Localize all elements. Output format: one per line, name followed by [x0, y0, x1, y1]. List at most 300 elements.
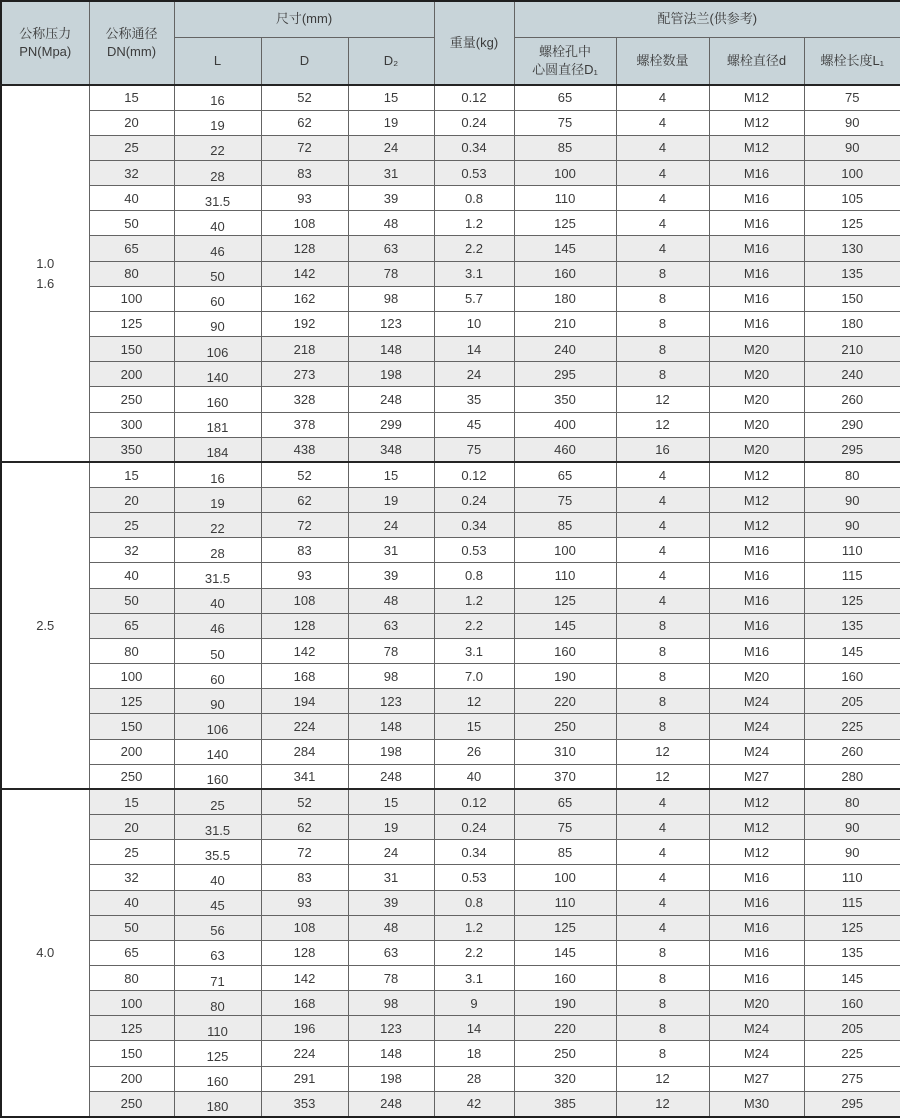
cell-dn: 15 [89, 85, 174, 110]
cell-d: 328 [261, 387, 348, 412]
cell-bolt-count: 12 [616, 1066, 709, 1091]
cell-l: 106 [174, 714, 261, 739]
cell-bolt-count: 8 [616, 714, 709, 739]
cell-d: 52 [261, 462, 348, 487]
cell-d2: 148 [348, 714, 434, 739]
cell-bolt-length: 75 [804, 85, 900, 110]
cell-l: 125 [174, 1041, 261, 1066]
cell-bolt-circle-d1: 100 [514, 160, 616, 185]
cell-bolt-diameter: M24 [709, 714, 804, 739]
cell-d2: 248 [348, 387, 434, 412]
cell-bolt-diameter: M16 [709, 940, 804, 965]
cell-bolt-circle-d1: 65 [514, 789, 616, 814]
cell-d: 72 [261, 135, 348, 160]
cell-dn: 50 [89, 915, 174, 940]
cell-bolt-circle-d1: 160 [514, 638, 616, 663]
cell-bolt-diameter: M16 [709, 638, 804, 663]
header-nominal-diameter-line2: DN(mm) [106, 44, 157, 59]
table-row [1, 488, 900, 513]
cell-bolt-length: 90 [804, 815, 900, 840]
cell-d2: 24 [348, 513, 434, 538]
cell-weight: 0.24 [434, 488, 514, 513]
cell-weight: 26 [434, 739, 514, 764]
cell-l: 140 [174, 739, 261, 764]
cell-bolt-diameter: M16 [709, 160, 804, 185]
cell-bolt-circle-d1: 110 [514, 563, 616, 588]
cell-bolt-length: 125 [804, 915, 900, 940]
cell-bolt-length: 115 [804, 890, 900, 915]
cell-d2: 19 [348, 110, 434, 135]
cell-d: 62 [261, 110, 348, 135]
cell-l: 90 [174, 311, 261, 336]
table-row [1, 186, 900, 211]
cell-d2: 78 [348, 965, 434, 990]
cell-bolt-count: 8 [616, 689, 709, 714]
cell-dn: 50 [89, 588, 174, 613]
table-row [1, 588, 900, 613]
cell-dn: 65 [89, 940, 174, 965]
cell-weight: 0.53 [434, 538, 514, 563]
cell-dn: 100 [89, 991, 174, 1016]
cell-bolt-length: 205 [804, 689, 900, 714]
cell-weight: 5.7 [434, 286, 514, 311]
cell-dn: 65 [89, 613, 174, 638]
cell-l: 25 [174, 789, 261, 814]
cell-weight: 3.1 [434, 261, 514, 286]
cell-weight: 1.2 [434, 915, 514, 940]
cell-bolt-length: 160 [804, 664, 900, 689]
cell-bolt-count: 4 [616, 538, 709, 563]
cell-bolt-length: 280 [804, 764, 900, 789]
cell-l: 160 [174, 764, 261, 789]
cell-bolt-count: 4 [616, 135, 709, 160]
cell-bolt-count: 4 [616, 186, 709, 211]
cell-bolt-length: 275 [804, 1066, 900, 1091]
cell-dn: 25 [89, 840, 174, 865]
cell-dn: 150 [89, 337, 174, 362]
table-row [1, 337, 900, 362]
cell-bolt-count: 12 [616, 764, 709, 789]
header-weight: 重量(kg) [434, 1, 514, 85]
cell-bolt-length: 115 [804, 563, 900, 588]
cell-weight: 45 [434, 412, 514, 437]
cell-bolt-diameter: M12 [709, 789, 804, 814]
cell-bolt-count: 12 [616, 387, 709, 412]
cell-weight: 0.12 [434, 789, 514, 814]
cell-bolt-count: 8 [616, 261, 709, 286]
cell-bolt-count: 4 [616, 865, 709, 890]
cell-bolt-diameter: M12 [709, 85, 804, 110]
cell-d2: 299 [348, 412, 434, 437]
cell-weight: 0.8 [434, 890, 514, 915]
cell-bolt-length: 295 [804, 437, 900, 462]
cell-d: 83 [261, 160, 348, 185]
header-bolt-length: 螺栓长度L₁ [804, 37, 900, 85]
cell-l: 63 [174, 940, 261, 965]
cell-dn: 80 [89, 638, 174, 663]
cell-bolt-circle-d1: 65 [514, 462, 616, 487]
cell-bolt-diameter: M16 [709, 588, 804, 613]
cell-d2: 19 [348, 815, 434, 840]
cell-bolt-circle-d1: 85 [514, 840, 616, 865]
cell-l: 45 [174, 890, 261, 915]
table-row [1, 714, 900, 739]
cell-bolt-length: 90 [804, 840, 900, 865]
cell-bolt-circle-d1: 160 [514, 965, 616, 990]
cell-d2: 19 [348, 488, 434, 513]
cell-d2: 123 [348, 311, 434, 336]
header-size-group: 尺寸(mm) [174, 1, 434, 37]
cell-d2: 48 [348, 915, 434, 940]
table-row [1, 85, 900, 110]
cell-d: 52 [261, 85, 348, 110]
header-bolt-circle-line2: 心圆直径D₁ [532, 61, 598, 77]
cell-d: 128 [261, 236, 348, 261]
cell-d: 72 [261, 840, 348, 865]
cell-bolt-diameter: M24 [709, 1016, 804, 1041]
cell-d: 72 [261, 513, 348, 538]
cell-bolt-count: 12 [616, 1091, 709, 1117]
cell-dn: 40 [89, 563, 174, 588]
cell-weight: 0.24 [434, 815, 514, 840]
cell-bolt-diameter: M20 [709, 387, 804, 412]
cell-bolt-circle-d1: 125 [514, 588, 616, 613]
cell-d: 128 [261, 613, 348, 638]
cell-bolt-diameter: M27 [709, 1066, 804, 1091]
cell-bolt-length: 160 [804, 991, 900, 1016]
cell-l: 184 [174, 437, 261, 462]
cell-bolt-count: 12 [616, 739, 709, 764]
cell-bolt-length: 225 [804, 1041, 900, 1066]
table-row [1, 890, 900, 915]
cell-dn: 250 [89, 1091, 174, 1117]
cell-d: 168 [261, 991, 348, 1016]
table-row [1, 638, 900, 663]
cell-d: 83 [261, 865, 348, 890]
cell-bolt-circle-d1: 295 [514, 362, 616, 387]
cell-bolt-count: 12 [616, 412, 709, 437]
cell-bolt-circle-d1: 100 [514, 538, 616, 563]
table-row [1, 462, 900, 487]
cell-d2: 15 [348, 462, 434, 487]
cell-l: 31.5 [174, 815, 261, 840]
cell-bolt-circle-d1: 240 [514, 337, 616, 362]
cell-d: 142 [261, 638, 348, 663]
cell-d: 93 [261, 186, 348, 211]
table-row [1, 236, 900, 261]
cell-d: 353 [261, 1091, 348, 1117]
cell-dn: 20 [89, 815, 174, 840]
cell-l: 90 [174, 689, 261, 714]
cell-dn: 350 [89, 437, 174, 462]
cell-d: 62 [261, 815, 348, 840]
cell-bolt-diameter: M16 [709, 915, 804, 940]
cell-bolt-length: 105 [804, 186, 900, 211]
cell-bolt-circle-d1: 65 [514, 85, 616, 110]
cell-d2: 39 [348, 563, 434, 588]
cell-bolt-length: 130 [804, 236, 900, 261]
cell-d: 438 [261, 437, 348, 462]
cell-bolt-count: 4 [616, 462, 709, 487]
cell-d: 194 [261, 689, 348, 714]
cell-d: 273 [261, 362, 348, 387]
cell-dn: 32 [89, 538, 174, 563]
cell-bolt-diameter: M27 [709, 764, 804, 789]
cell-dn: 125 [89, 689, 174, 714]
table-row [1, 689, 900, 714]
cell-bolt-length: 90 [804, 135, 900, 160]
cell-weight: 0.24 [434, 110, 514, 135]
header-nominal-diameter-line1: 公称通径 [105, 26, 158, 42]
cell-l: 60 [174, 286, 261, 311]
pressure-cell [1, 789, 89, 1117]
cell-bolt-circle-d1: 460 [514, 437, 616, 462]
cell-bolt-length: 135 [804, 261, 900, 286]
cell-l: 19 [174, 488, 261, 513]
cell-d2: 198 [348, 362, 434, 387]
cell-weight: 10 [434, 311, 514, 336]
cell-bolt-length: 135 [804, 613, 900, 638]
table-row [1, 412, 900, 437]
cell-weight: 0.34 [434, 135, 514, 160]
cell-bolt-circle-d1: 75 [514, 110, 616, 135]
cell-bolt-count: 4 [616, 789, 709, 814]
table-row [1, 991, 900, 1016]
cell-d: 168 [261, 664, 348, 689]
cell-bolt-diameter: M20 [709, 362, 804, 387]
cell-bolt-diameter: M16 [709, 236, 804, 261]
cell-bolt-diameter: M16 [709, 311, 804, 336]
header-bolt-count: 螺栓数量 [616, 37, 709, 85]
cell-d: 62 [261, 488, 348, 513]
cell-bolt-circle-d1: 210 [514, 311, 616, 336]
cell-dn: 25 [89, 135, 174, 160]
cell-l: 46 [174, 236, 261, 261]
cell-weight: 12 [434, 689, 514, 714]
cell-weight: 3.1 [434, 965, 514, 990]
cell-dn: 40 [89, 890, 174, 915]
header-nominal-diameter [89, 1, 174, 85]
cell-bolt-count: 8 [616, 337, 709, 362]
cell-bolt-diameter: M16 [709, 563, 804, 588]
cell-bolt-length: 90 [804, 513, 900, 538]
cell-bolt-circle-d1: 125 [514, 915, 616, 940]
table-row [1, 135, 900, 160]
cell-bolt-circle-d1: 180 [514, 286, 616, 311]
cell-bolt-length: 90 [804, 110, 900, 135]
cell-l: 16 [174, 85, 261, 110]
cell-bolt-length: 180 [804, 311, 900, 336]
table-row [1, 815, 900, 840]
cell-bolt-count: 4 [616, 513, 709, 538]
cell-d2: 248 [348, 764, 434, 789]
cell-d: 83 [261, 538, 348, 563]
cell-l: 110 [174, 1016, 261, 1041]
cell-l: 50 [174, 638, 261, 663]
cell-bolt-circle-d1: 385 [514, 1091, 616, 1117]
table-row [1, 940, 900, 965]
cell-bolt-count: 4 [616, 236, 709, 261]
cell-bolt-circle-d1: 400 [514, 412, 616, 437]
table-row [1, 110, 900, 135]
cell-bolt-circle-d1: 250 [514, 714, 616, 739]
cell-bolt-diameter: M16 [709, 965, 804, 990]
cell-l: 22 [174, 135, 261, 160]
pressure-value: 1.6 [36, 275, 55, 291]
table-row [1, 1091, 900, 1117]
cell-d: 224 [261, 1041, 348, 1066]
cell-d2: 31 [348, 160, 434, 185]
cell-l: 56 [174, 915, 261, 940]
cell-weight: 0.34 [434, 513, 514, 538]
cell-weight: 0.12 [434, 462, 514, 487]
cell-d2: 15 [348, 789, 434, 814]
cell-l: 16 [174, 462, 261, 487]
table-row [1, 1066, 900, 1091]
header-nominal-pressure-line2: PN(Mpa) [19, 44, 72, 59]
cell-dn: 200 [89, 362, 174, 387]
cell-bolt-length: 100 [804, 160, 900, 185]
cell-dn: 200 [89, 739, 174, 764]
cell-d: 108 [261, 211, 348, 236]
cell-d: 142 [261, 261, 348, 286]
cell-weight: 1.2 [434, 588, 514, 613]
cell-bolt-circle-d1: 310 [514, 739, 616, 764]
cell-d2: 48 [348, 211, 434, 236]
cell-bolt-length: 260 [804, 739, 900, 764]
header-nominal-pressure [1, 1, 89, 85]
header-col-d2: D₂ [348, 37, 434, 85]
cell-bolt-circle-d1: 100 [514, 865, 616, 890]
cell-bolt-count: 4 [616, 588, 709, 613]
cell-d: 162 [261, 286, 348, 311]
cell-l: 71 [174, 965, 261, 990]
cell-d: 93 [261, 890, 348, 915]
pressure-value: 4.0 [36, 945, 55, 961]
cell-d2: 78 [348, 638, 434, 663]
cell-d: 291 [261, 1066, 348, 1091]
cell-bolt-length: 135 [804, 940, 900, 965]
table-row [1, 563, 900, 588]
cell-dn: 125 [89, 311, 174, 336]
cell-d2: 198 [348, 1066, 434, 1091]
table-row [1, 865, 900, 890]
cell-d: 108 [261, 588, 348, 613]
cell-d2: 24 [348, 840, 434, 865]
cell-d: 196 [261, 1016, 348, 1041]
cell-l: 60 [174, 664, 261, 689]
cell-weight: 2.2 [434, 613, 514, 638]
pressure-cell [1, 462, 89, 789]
cell-bolt-length: 290 [804, 412, 900, 437]
cell-dn: 80 [89, 965, 174, 990]
table-row [1, 437, 900, 462]
cell-weight: 0.12 [434, 85, 514, 110]
header-bolt-diameter: 螺栓直径d [709, 37, 804, 85]
cell-weight: 42 [434, 1091, 514, 1117]
table-row [1, 538, 900, 563]
cell-bolt-diameter: M16 [709, 538, 804, 563]
cell-bolt-count: 4 [616, 890, 709, 915]
cell-bolt-length: 240 [804, 362, 900, 387]
cell-l: 160 [174, 387, 261, 412]
header-bolt-circle [514, 37, 616, 85]
table-row [1, 965, 900, 990]
cell-bolt-circle-d1: 145 [514, 613, 616, 638]
cell-weight: 14 [434, 1016, 514, 1041]
cell-bolt-diameter: M12 [709, 840, 804, 865]
cell-bolt-diameter: M16 [709, 613, 804, 638]
cell-d: 52 [261, 789, 348, 814]
cell-l: 40 [174, 588, 261, 613]
cell-weight: 35 [434, 387, 514, 412]
cell-d2: 348 [348, 437, 434, 462]
table-row [1, 739, 900, 764]
cell-bolt-length: 295 [804, 1091, 900, 1117]
cell-l: 40 [174, 865, 261, 890]
cell-weight: 0.53 [434, 865, 514, 890]
cell-d2: 248 [348, 1091, 434, 1117]
header-col-d: D [261, 37, 348, 85]
cell-bolt-circle-d1: 145 [514, 236, 616, 261]
cell-l: 28 [174, 160, 261, 185]
cell-bolt-circle-d1: 85 [514, 135, 616, 160]
cell-weight: 0.53 [434, 160, 514, 185]
cell-dn: 32 [89, 160, 174, 185]
cell-bolt-diameter: M12 [709, 815, 804, 840]
cell-d2: 39 [348, 890, 434, 915]
pressure-value: 2.5 [36, 618, 55, 634]
table-row [1, 1016, 900, 1041]
cell-d: 142 [261, 965, 348, 990]
cell-dn: 300 [89, 412, 174, 437]
cell-l: 140 [174, 362, 261, 387]
cell-l: 22 [174, 513, 261, 538]
cell-bolt-count: 4 [616, 563, 709, 588]
table-body [1, 85, 900, 1117]
cell-dn: 15 [89, 462, 174, 487]
table-row [1, 211, 900, 236]
cell-bolt-diameter: M16 [709, 286, 804, 311]
cell-d2: 24 [348, 135, 434, 160]
cell-d2: 148 [348, 337, 434, 362]
cell-bolt-count: 8 [616, 613, 709, 638]
cell-weight: 9 [434, 991, 514, 1016]
cell-weight: 1.2 [434, 211, 514, 236]
cell-bolt-diameter: M30 [709, 1091, 804, 1117]
cell-bolt-circle-d1: 370 [514, 764, 616, 789]
cell-bolt-circle-d1: 250 [514, 1041, 616, 1066]
cell-dn: 100 [89, 286, 174, 311]
cell-dn: 50 [89, 211, 174, 236]
cell-d2: 63 [348, 613, 434, 638]
cell-bolt-diameter: M20 [709, 991, 804, 1016]
table-row [1, 764, 900, 789]
cell-d2: 148 [348, 1041, 434, 1066]
cell-d2: 123 [348, 1016, 434, 1041]
cell-d: 378 [261, 412, 348, 437]
table-row [1, 362, 900, 387]
cell-bolt-length: 80 [804, 462, 900, 487]
cell-dn: 150 [89, 1041, 174, 1066]
cell-bolt-circle-d1: 145 [514, 940, 616, 965]
cell-bolt-length: 260 [804, 387, 900, 412]
cell-bolt-count: 4 [616, 85, 709, 110]
cell-l: 19 [174, 110, 261, 135]
cell-bolt-count: 4 [616, 915, 709, 940]
cell-bolt-length: 205 [804, 1016, 900, 1041]
header-bolt-circle-line1: 螺栓孔中 [538, 44, 591, 60]
